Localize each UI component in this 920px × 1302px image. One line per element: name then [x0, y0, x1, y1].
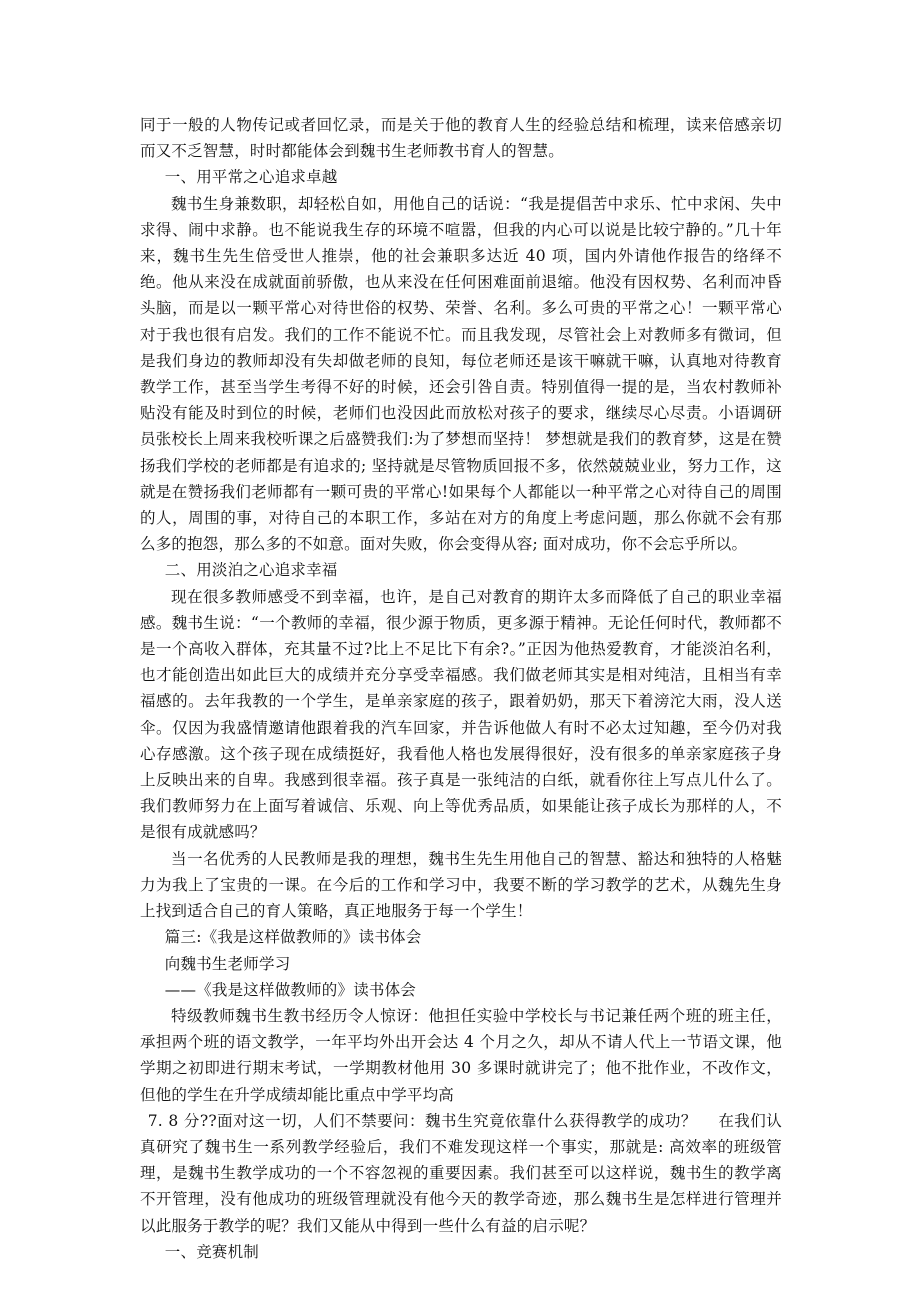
document-body	[140, 112, 782, 1265]
paragraph-intro: 同于一般的人物传记或者回忆录，而是关于他的教育人生的经验总结和梳理，读来倍感亲切而又不乏智慧，时时都能体会到魏书生老师教书育人的智慧。	[140, 116, 782, 161]
paragraph-management: 7. 8 分??面对这一切，人们不禁要问：魏书生究竟依靠什么获得教学的成功？ 在我们认真研究了魏书生一系列教学经验后，我们不难发现这样一个事实，那就是: 高效率的班级管理，是魏书生教学成功的一个不容忽视的重要因素。我们甚至可以这样说，魏书生的教学离不开管理，没有他成功的班级管理就没有他今天的教学奇迹，那么魏书生是怎样进行管理并以此服务于教学的呢？我们又能从中得到一些什么有益的启示呢？	[140, 1111, 782, 1235]
article-subtitle-2: ——《我是这样做教师的》读书体会	[164, 980, 416, 999]
section-heading-1: 一、用平常之心追求卓越	[164, 168, 338, 187]
section-heading-2: 二、用淡泊之心追求幸福	[164, 561, 338, 580]
article-subtitle: 向魏书生老师学习	[164, 954, 291, 973]
paragraph-teaching-experience: 特级教师魏书生教书经历令人惊讶：他担任实验中学校长与书记兼任两个班的班主任，承担两个班的语文教学，一年平均外出开会达 4 个月之久，却从不请人代上一节语文课，他学期之初即进行期末考试，一学期教材他用 30 多课时就讲完了；他不批作业，不改作文，但他的学生在升学成绩却能比重点中学平均高	[140, 1006, 782, 1104]
paragraph-conclusion: 当一名优秀的人民教师是我的理想，魏书生先生用他自己的智慧、豁达和独特的人格魅力为我上了宝贵的一课。在今后的工作和学习中，我要不断的学习教学的艺术，从魏先生身上找到适合自己的育人策略，真正地服务于每一个学生！	[140, 849, 782, 921]
paragraph-ordinary-heart: 魏书生身兼数职，却轻松自如，用他自己的话说：“我是提倡苦中求乐、忙中求闲、失中求得、闹中求静。也不能说我生存的环境不喧嚣，但我的内心可以说是比较宁静的。”几十年来，魏书生先生倍受世人推崇，他的社会兼职多达近 40 项，国内外请他作报告的络绎不绝。他从来没在成就面前骄傲，也从来没在任何困难面前退缩。他没有因权势、名利而冲昏头脑，而是以一颗平常心对待世俗的权势、荣誉、名利。多么可贵的平常之心！一颗平常心对于我也很有启发。我们的工作不能说不忙。而且我发现，尽管社会上对教师多有微词，但是我们身边的教师却没有失却做老师的良知，每位老师还是该干嘛就干嘛，认真地对待教育教学工作，甚至当学生考得不好的时候，还会引咎自责。特别值得一提的是，当农村教师补贴没有能及时到位的时候，老师们也没因此而放松对孩子的要求，继续尽心尽责。小语调研员张校长上周来我校听课之后盛赞我们:为了梦想而坚持！ 梦想就是我们的教育梦，这是在赞扬我们学校的老师都是有追求的; 坚持就是尽管物质回报不多，依然兢兢业业，努力工作，这就是在赞扬我们老师都有一颗可贵的平常心!如果每个人都能以一种平常之心对待自己的周围的人，周围的事，对待自己的本职工作，多站在对方的角度上考虑问题，那么你就不会有那么多的抱怨，那么多的不如意。面对失败，你会变得从容; 面对成功，你不会忘乎所以。	[140, 194, 782, 554]
article-title-3: 篇三:《我是这样做教师的》读书体会	[164, 928, 422, 947]
paragraph-happiness: 现在很多教师感受不到幸福，也许，是自己对教育的期许太多而降低了自己的职业幸福感。魏书生说：“一个教师的幸福，很少源于物质，更多源于精神。无论任何时代，教师都不是一个高收入群体，充其量不过?比上不足比下有余?。”正因为他热爱教育，才能淡泊名利，也才能创造出如此巨大的成绩并充分享受幸福感。我们做老师其实是相对纯洁，且相当有幸福感的。去年我教的一个学生，是单亲家庭的孩子，跟着奶奶，那天下着滂沱大雨，没人送伞。仅因为我盛情邀请他跟着我的汽车回家，并告诉他做人有时不必太过知趣，至今仍对我心存感激。这个孩子现在成绩挺好，我看他人格也发展得很好，没有很多的单亲家庭孩子身上反映出来的自卑。我感到很幸福。孩子真是一张纯洁的白纸，就看你往上写点儿什么了。我们教师努力在上面写着诚信、乐观、向上等优秀品质，如果能让孩子成长为那样的人，不是很有成就感吗？	[140, 587, 782, 842]
section-heading-competition: 一、竞赛机制	[164, 1242, 259, 1261]
